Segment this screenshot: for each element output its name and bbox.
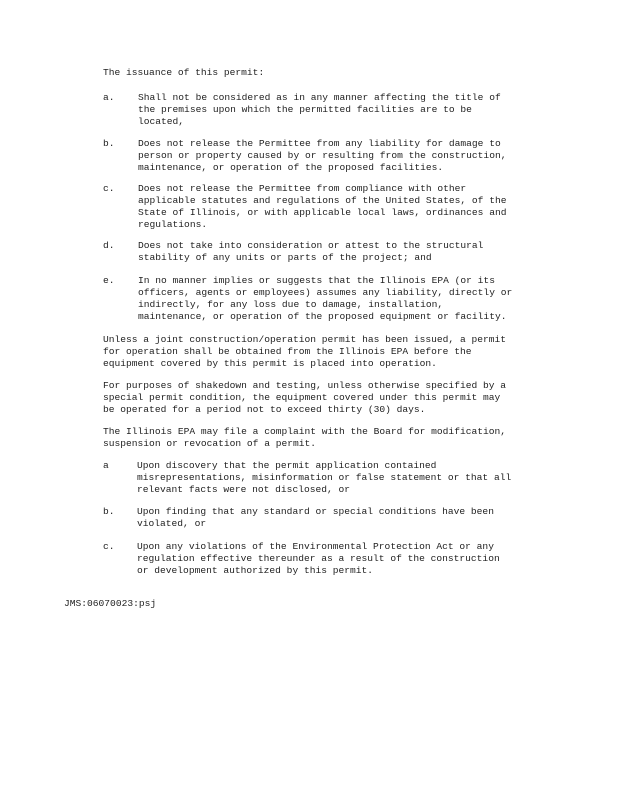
ground-text: Upon finding that any standard or special conditions have been violated, or <box>137 506 494 529</box>
shakedown-paragraph: For purposes of shakedown and testing, unless otherwise specified by a special permit condition, the equipment covered under this permit may be operated for a period not to exceed thirty (30) days. <box>103 380 507 415</box>
condition-letter: b. <box>103 138 115 149</box>
ground-text: Upon any violations of the Environmental Protection Act or any regulation effective thereunder as a result of the construction or development authorized by this permit. <box>137 541 500 576</box>
ground-text: Upon discovery that the permit application contained misrepresentations, misinformation or false statement or that all relevant facts were not disclosed, or <box>137 460 512 495</box>
condition-text: Shall not be considered as in any manner affecting the title of the premises upon which the permitted facilities are to be located, <box>138 92 501 127</box>
condition-text: Does not release the Permittee from any liability for damage to person or property caused by or resulting from the construction, maintenance, or operation of the proposed facilities. <box>138 138 507 173</box>
condition-text: In no manner implies or suggests that the Illinois EPA (or its officers, agents or employees) assumes any liability, directly or indirectly, for any loss due to damage, installation, maintenance, or operation of the proposed equipment or facility. <box>138 275 513 322</box>
footer-reference: JMS:06070023:psj <box>64 598 157 609</box>
condition-letter: c. <box>103 183 115 194</box>
joint-permit-paragraph: Unless a joint construction/operation permit has been issued, a permit for operation shall be obtained from the Illinois EPA before the equipment covered by this permit is placed into operation. <box>103 334 507 369</box>
intro-text: The issuance of this permit: <box>103 67 265 78</box>
condition-letter: d. <box>103 240 115 251</box>
condition-text: Does not release the Permittee from compliance with other applicable statutes and regulations of the United States, of the State of Illinois, or with applicable local laws, ordinances and regulations. <box>138 183 507 230</box>
ground-letter: b. <box>103 506 115 517</box>
complaint-paragraph: The Illinois EPA may file a complaint with the Board for modification, suspension or revocation of a permit. <box>103 426 507 449</box>
condition-letter: a. <box>103 92 115 103</box>
ground-letter: a <box>103 460 109 471</box>
ground-letter: c. <box>103 541 115 552</box>
condition-letter: e. <box>103 275 115 286</box>
condition-text: Does not take into consideration or attest to the structural stability of any units or parts of the project; and <box>138 240 484 263</box>
